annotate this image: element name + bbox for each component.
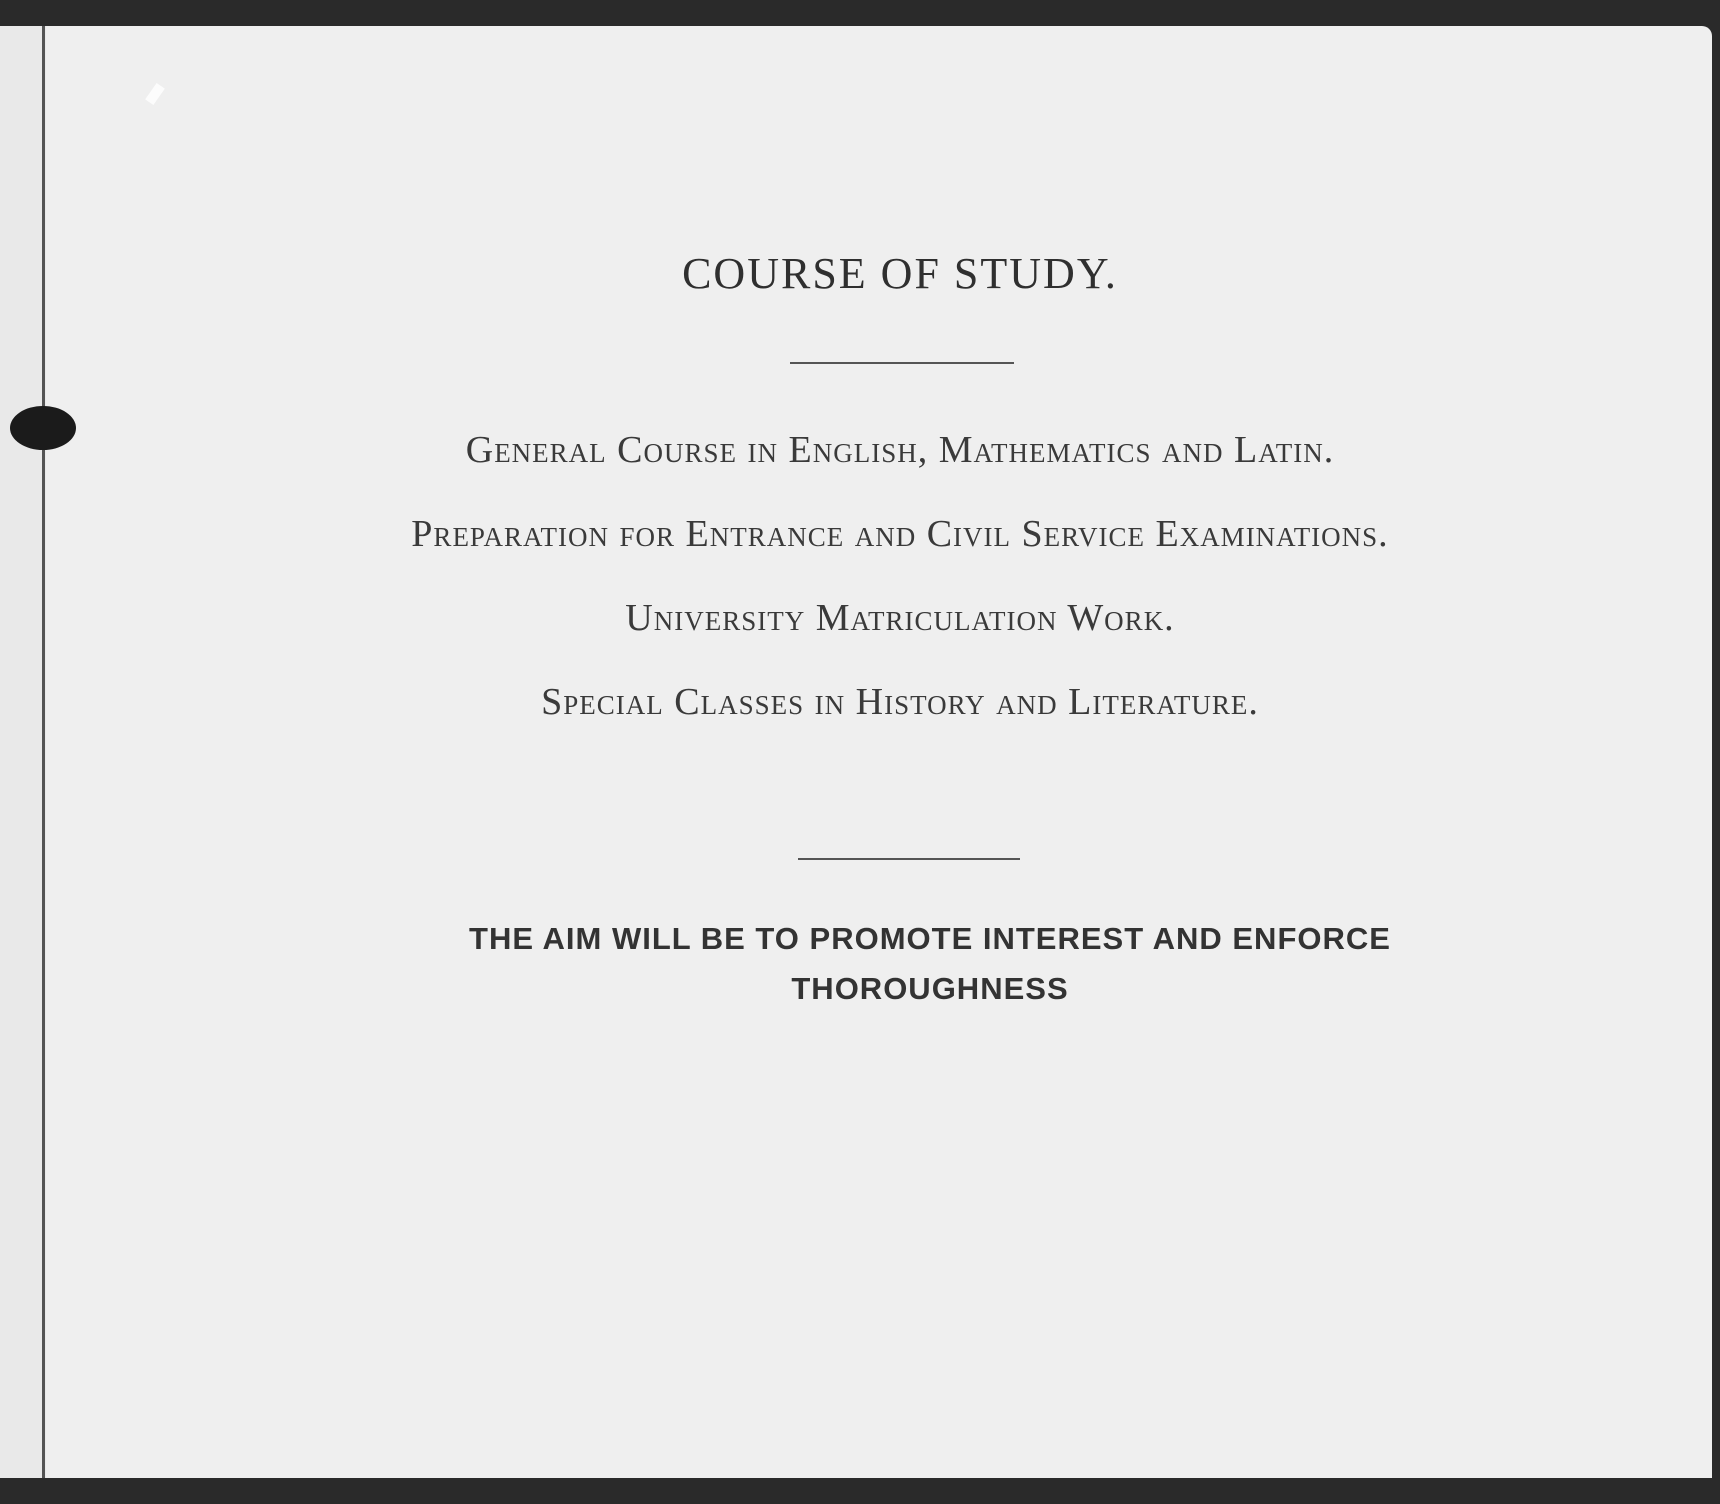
top-divider [790, 362, 1014, 364]
aim-statement: THE AIM WILL BE TO PROMOTE INTEREST AND ENFORCE THOROUGHNESS [469, 921, 1391, 1006]
course-item: General Course in English, Mathematics and Latin. [465, 429, 1335, 471]
previous-page-edge [0, 26, 46, 1478]
course-item: University Matriculation Work. [625, 597, 1175, 639]
course-item: Preparation for Entrance and Civil Service Examinations. [411, 513, 1389, 555]
bottom-divider [798, 858, 1020, 860]
page-fold-line [42, 26, 45, 1478]
paper-page [0, 26, 1712, 1478]
course-list [0, 424, 1720, 728]
page-title: COURSE OF STUDY. [682, 249, 1118, 298]
course-item: Special Classes in History and Literature. [541, 681, 1259, 723]
paper-speck [145, 83, 165, 105]
